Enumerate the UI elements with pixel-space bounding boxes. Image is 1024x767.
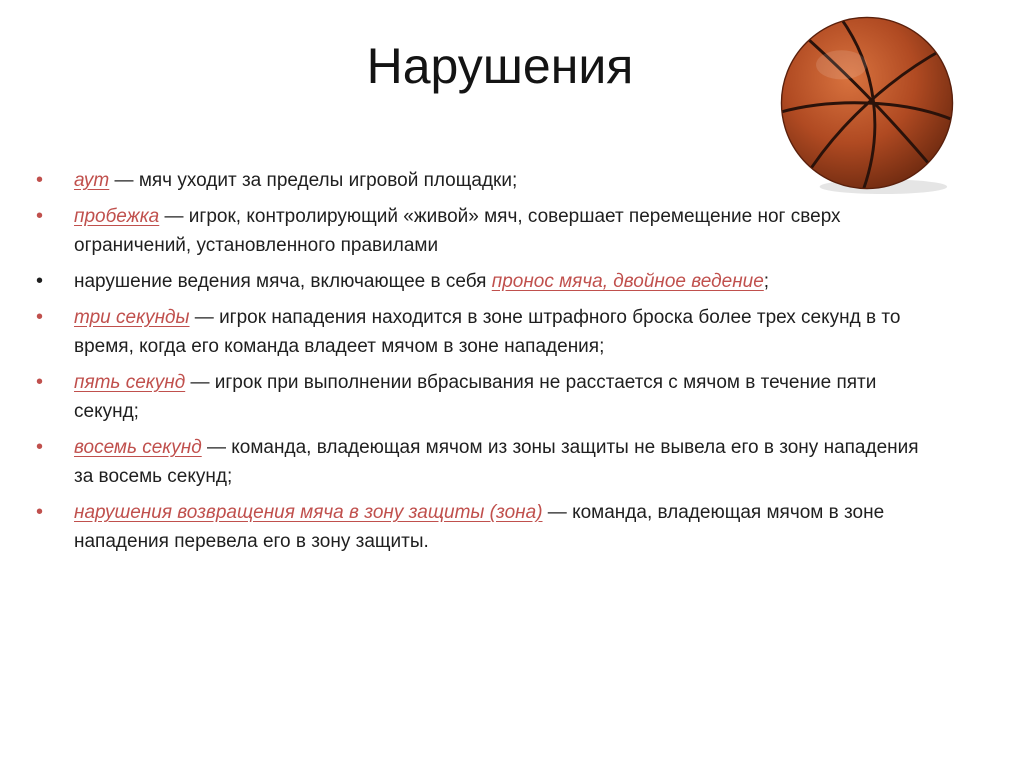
term-link[interactable]: три секунды [74, 307, 190, 328]
list-item [36, 498, 936, 556]
bullet-dot: • [36, 169, 44, 191]
violations-list [36, 166, 936, 563]
item-text: — игрок нападения находится в зоне штрафного броска более трех секунд в то время, когда его команда владеет мячом в зоне нападения; [74, 307, 901, 357]
bullet-dot: • [36, 501, 44, 523]
item-text: ; [763, 271, 770, 292]
list-item [36, 433, 936, 491]
list-item [36, 267, 936, 296]
list-item [36, 166, 936, 195]
term-link[interactable]: пробежка [74, 206, 160, 227]
bullet-dot: • [36, 205, 44, 227]
item-text: — команда, владеющая мячом из зоны защиты не вывела его в зону нападения за восемь секунд; [74, 437, 919, 487]
list-item [36, 303, 936, 361]
list-item [36, 368, 936, 426]
item-prefix: нарушение ведения мяча, включающее в себя [74, 271, 492, 292]
term-link[interactable]: пронос мяча, двойное ведение [491, 271, 764, 292]
term-link[interactable]: нарушения возвращения мяча в зону защиты (зона) [74, 502, 543, 523]
item-text: — игрок при выполнении вбрасывания не расстается с мячом в течение пяти секунд; [74, 372, 877, 422]
list-item [36, 202, 936, 260]
term-link[interactable]: восемь секунд [74, 437, 202, 458]
bullet-dot: • [36, 306, 44, 328]
item-text: — мяч уходит за пределы игровой площадки; [109, 170, 518, 191]
slide-title: Нарушения [366, 38, 634, 94]
item-text: — игрок, контролирующий «живой» мяч, совершает перемещение ног сверх ограничений, установленного правилами [74, 206, 841, 256]
bullet-dot: • [36, 436, 44, 458]
bullet-dot: • [36, 371, 44, 393]
term-link[interactable]: аут [74, 170, 110, 191]
bullet-dot: • [36, 270, 44, 292]
term-link[interactable]: пять секунд [74, 372, 186, 393]
item-text: — команда, владеющая мячом в зоне нападения перевела его в зону защиты. [74, 502, 885, 552]
